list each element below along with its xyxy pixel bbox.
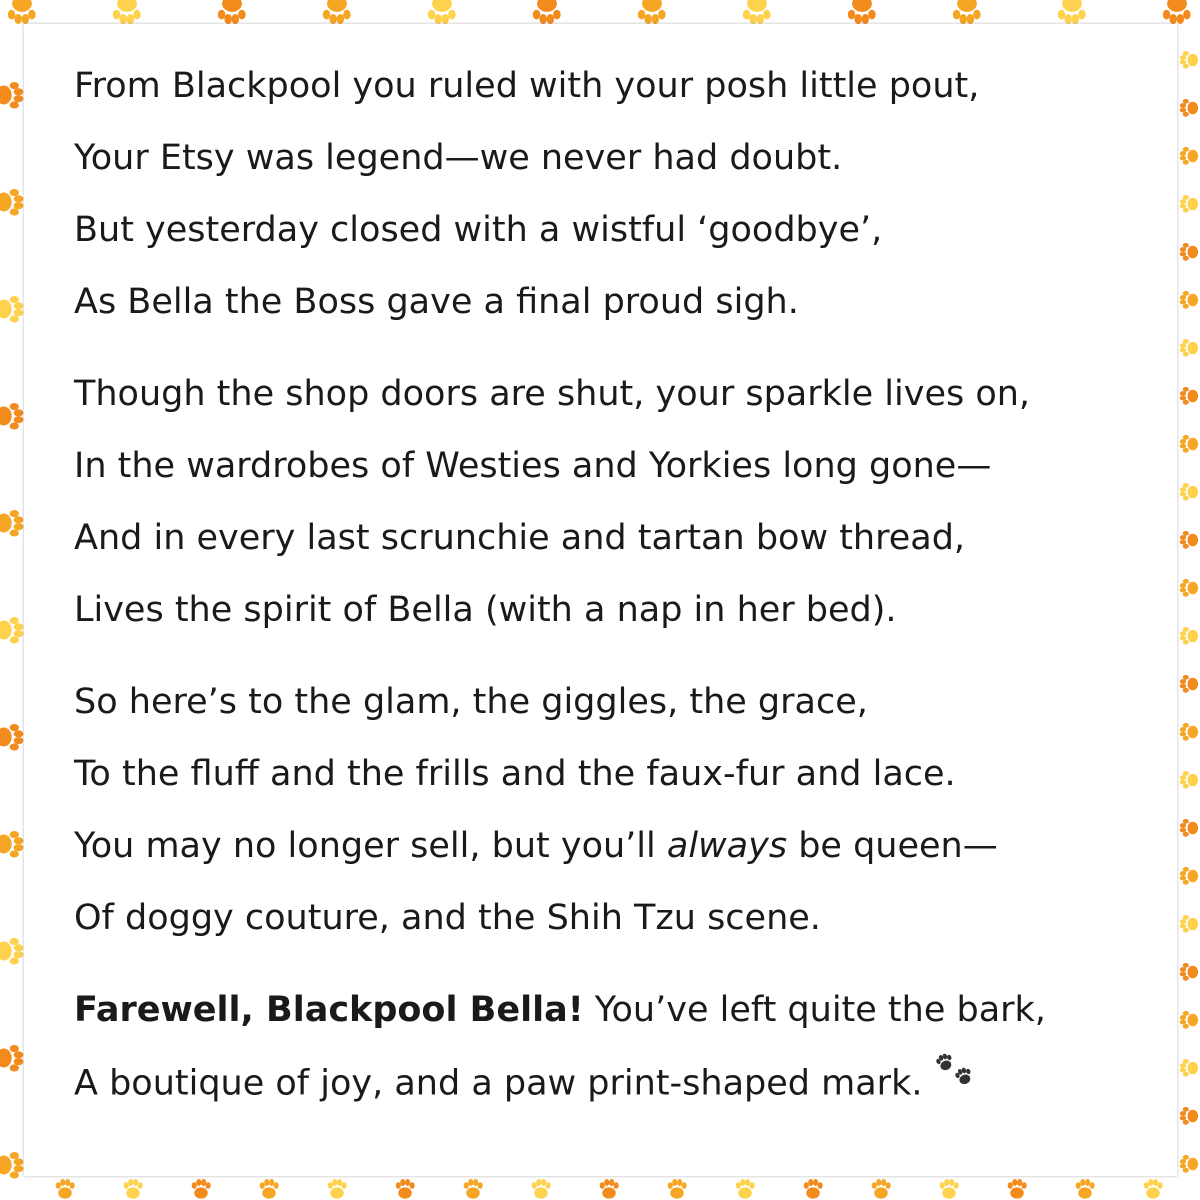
paw-print-icon [428,0,456,24]
poem-line: So here’s to the glam, the giggles, the grace, [74,682,868,722]
paw-print-icon [192,1179,211,1199]
paw-print-icon [668,1179,687,1199]
stanza-1 [74,60,1154,348]
paw-print-icon [1180,627,1198,645]
stanza-4 [74,984,1154,1128]
poem-line: From Blackpool you ruled with your posh little pout, [74,66,980,106]
paw-print-icon [1058,0,1086,24]
paw-print-icon [1180,195,1198,213]
poem-line: Though the shop doors are shut, your sparkle lives on, [74,374,1031,414]
paw-print-icon [0,831,23,858]
paw-print-icon [8,0,36,24]
paw-print-icon [1144,1179,1163,1199]
paw-print-icon [0,510,23,537]
paw-print-icon [218,0,246,24]
paw-print-icon [804,1179,823,1199]
paw-print-icon [532,1179,551,1199]
paw-print-icon [0,1045,23,1072]
poem-line: As Bella the Boss gave a final proud sigh. [74,282,799,322]
paw-print-icon [396,1179,415,1199]
paw-print-icon [1180,819,1198,837]
poem-line-text: You may no longer sell, but you’ll [74,826,667,866]
paw-print-icon [124,1179,143,1199]
paw-print-icon [0,82,23,109]
poem-line [74,1056,1154,1128]
paw-print-icon [1180,51,1198,69]
poem [74,60,1154,1148]
paw-print-icon [1180,483,1198,501]
paw-print-icon [0,1152,23,1179]
paw-print-icon [1180,867,1198,885]
paw-print-icon [1163,0,1191,24]
paw-print-icon [0,617,23,644]
poem-line: And in every last scrunchie and tartan bow thread, [74,518,966,558]
paw-print-icon [1180,339,1198,357]
paw-print-icon [953,0,981,24]
paw-print-icon [1180,675,1198,693]
poem-line: In the wardrobes of Westies and Yorkies long gone— [74,446,992,486]
paw-print-icon [940,1179,959,1199]
emphasis-text: always [666,826,788,866]
paw-print-icon [533,0,561,24]
paw-print-icon [0,938,23,965]
paw-print-icon [0,189,23,216]
paw-print-icon [0,403,23,430]
paw-print-icon [1180,1107,1198,1125]
paw-print-icon [56,1179,75,1199]
poem-line: Of doggy couture, and the Shih Tzu scene. [74,898,821,938]
paw-print-icon [1180,531,1198,549]
paw-print-icon [1180,243,1198,261]
paw-print-icon [1180,387,1198,405]
paw-print-icon [1076,1179,1095,1199]
paw-print-icon [1180,771,1198,789]
paw-print-icon [1008,1179,1027,1199]
poem-line: Your Etsy was legend—we never had doubt. [74,138,843,178]
paw-print-icon [260,1179,279,1199]
poem-line [74,984,1154,1056]
paw-print-icon [113,0,141,24]
paw-print-icon [1180,1011,1198,1029]
poem-line: Lives the spirit of Bella (with a nap in her bed). [74,590,897,630]
paw-print-icon [323,0,351,24]
stanza-2 [74,368,1154,656]
poem-card [24,24,1177,1176]
farewell-heading: Farewell, Blackpool Bella! [74,990,584,1030]
paw-print-icon [1180,1059,1198,1077]
paw-print-icon [1180,291,1198,309]
paw-print-icon [1180,147,1198,165]
poem-line [74,820,1154,892]
paw-print-icon [464,1179,483,1199]
paw-print-icon [1180,579,1198,597]
stanza-3 [74,676,1154,964]
paw-print-icon [872,1179,891,1199]
paw-print-icon [600,1179,619,1199]
paw-print-icon [1180,99,1198,117]
poem-line: But yesterday closed with a wistful ‘goodbye’, [74,210,883,250]
paw-print-icon [0,724,23,751]
paw-print-icon [1180,723,1198,741]
paw-print-icon [1180,1155,1198,1173]
paw-print-icon [328,1179,347,1199]
paw-print-icon [743,0,771,24]
paw-print-icon [848,0,876,24]
paw-print-icon [638,0,666,24]
poem-line-text: You’ve left quite the bark, [583,990,1046,1030]
poem-line: To the fluff and the frills and the faux-fur and lace. [74,754,956,794]
paw-print-icon [1180,915,1198,933]
poem-line-text: A boutique of joy, and a paw print-shaped mark. [74,1063,923,1104]
paw-prints-icon [932,1050,980,1107]
paw-print-icon [1180,963,1198,981]
poem-line-text: be queen— [787,826,998,866]
paw-print-icon [0,296,23,323]
paw-print-icon [736,1179,755,1199]
paw-print-icon [1180,435,1198,453]
